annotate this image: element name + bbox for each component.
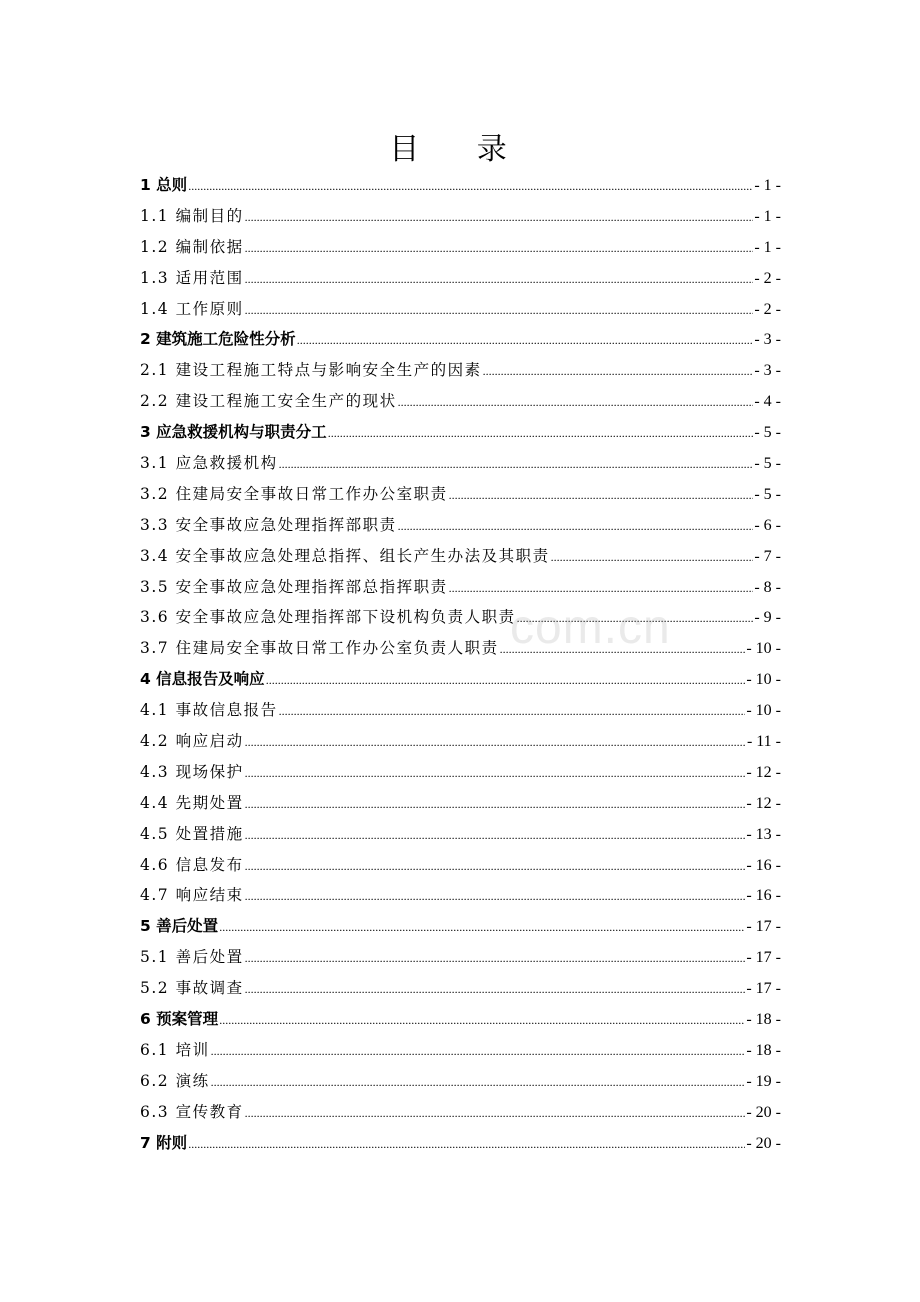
toc-dot-leader [245, 727, 746, 758]
toc-chapter-entry[interactable] [140, 417, 781, 448]
toc-dot-leader [245, 758, 746, 789]
toc-dot-leader [245, 264, 754, 295]
toc-section-entry[interactable] [140, 232, 781, 263]
toc-section-entry[interactable] [140, 942, 781, 973]
toc-dot-leader [398, 387, 754, 418]
toc-entry-title: 6 预案管理 [140, 1010, 219, 1029]
toc-entry-title: 5 善后处置 [140, 917, 219, 936]
toc-page-number: - 4 - [754, 393, 781, 411]
toc-entry-title: 4.1 事故信息报告 [140, 701, 278, 720]
toc-dot-leader [245, 974, 746, 1005]
toc-dot-leader [245, 789, 746, 820]
toc-page-number: - 5 - [754, 455, 781, 473]
toc-chapter-entry[interactable] [140, 1128, 781, 1159]
toc-chapter-entry[interactable] [140, 324, 781, 355]
toc-section-entry[interactable] [140, 201, 781, 232]
toc-section-entry[interactable] [140, 1066, 781, 1097]
toc-dot-leader [219, 912, 745, 943]
toc-section-entry[interactable] [140, 510, 781, 541]
toc-dot-leader [449, 573, 754, 604]
toc-entry-title: 3.3 安全事故应急处理指挥部职责 [140, 515, 397, 534]
toc-title: 目 录 [389, 132, 531, 167]
toc-entry-title: 4.6 信息发布 [140, 855, 244, 874]
toc-page-number: - 20 - [746, 1103, 781, 1121]
toc-page-number: - 3 - [754, 331, 781, 349]
toc-section-entry[interactable] [140, 819, 781, 850]
toc-page-number: - 12 - [746, 794, 781, 812]
toc-entry-title: 7 附则 [140, 1133, 188, 1152]
toc-entry-title: 5.1 善后处置 [140, 948, 244, 967]
toc-entry-title: 2.1 建设工程施工特点与影响安全生产的因素 [140, 361, 482, 380]
table-of-contents [140, 170, 781, 1159]
toc-entry-title: 3.7 住建局安全事故日常工作办公室负责人职责 [140, 639, 499, 658]
toc-dot-leader [500, 634, 746, 665]
toc-dot-leader [328, 418, 754, 449]
toc-entry-title: 3.5 安全事故应急处理指挥部总指挥职责 [140, 577, 448, 596]
toc-entry-title: 1.1 编制目的 [140, 206, 244, 225]
toc-page-number: - 6 - [754, 516, 781, 534]
toc-dot-leader [188, 1129, 745, 1160]
toc-dot-leader [245, 1098, 746, 1129]
toc-entry-title: 3.1 应急救援机构 [140, 454, 278, 473]
toc-section-entry[interactable] [140, 448, 781, 479]
toc-dot-leader [449, 480, 754, 511]
toc-section-entry[interactable] [140, 294, 781, 325]
toc-chapter-entry[interactable] [140, 664, 781, 695]
toc-entry-title: 3.4 安全事故应急处理总指挥、组长产生办法及其职责 [140, 546, 550, 565]
toc-section-entry[interactable] [140, 880, 781, 911]
toc-dot-leader [219, 1005, 745, 1036]
toc-section-entry[interactable] [140, 572, 781, 603]
toc-section-entry[interactable] [140, 973, 781, 1004]
toc-page-number: - 7 - [754, 547, 781, 565]
toc-entry-title: 1.3 适用范围 [140, 268, 244, 287]
toc-dot-leader [551, 542, 754, 573]
toc-section-entry[interactable] [140, 1035, 781, 1066]
toc-dot-leader [398, 511, 754, 542]
toc-dot-leader [245, 851, 746, 882]
toc-entry-title: 1.2 编制依据 [140, 237, 244, 256]
toc-page-number: - 12 - [746, 763, 781, 781]
toc-entry-title: 4.2 响应启动 [140, 732, 244, 751]
toc-page-number: - 2 - [754, 300, 781, 318]
toc-section-entry[interactable] [140, 788, 781, 819]
toc-page-number: - 16 - [746, 887, 781, 905]
toc-page-number: - 1 - [754, 238, 781, 256]
toc-page-number: - 19 - [746, 1072, 781, 1090]
toc-entry-title: 6.3 宣传教育 [140, 1102, 244, 1121]
toc-entry-title: 1 总则 [140, 176, 188, 194]
toc-page-number: - 16 - [746, 856, 781, 874]
toc-dot-leader [245, 881, 746, 912]
toc-entry-title: 4.5 处置措施 [140, 824, 244, 843]
toc-section-entry[interactable] [140, 479, 781, 510]
toc-entry-title: 4.4 先期处置 [140, 793, 244, 812]
toc-dot-leader [297, 325, 754, 356]
toc-page-number: - 13 - [746, 825, 781, 843]
toc-chapter-entry[interactable] [140, 911, 781, 942]
toc-page-number: - 11 - [746, 733, 781, 751]
toc-entry-title: 6.1 培训 [140, 1040, 210, 1059]
toc-page-number: - 10 - [746, 671, 781, 689]
toc-section-entry[interactable] [140, 633, 781, 664]
toc-dot-leader [188, 171, 753, 202]
toc-dot-leader [245, 202, 754, 233]
toc-dot-leader [517, 603, 754, 634]
toc-page-number: - 3 - [754, 362, 781, 380]
toc-page-number: - 17 - [746, 949, 781, 967]
toc-page-number: - 17 - [746, 980, 781, 998]
toc-dot-leader [245, 943, 746, 974]
toc-dot-leader [245, 233, 754, 264]
toc-entry-title: 1.4 工作原则 [140, 299, 244, 318]
toc-entry-title: 4 信息报告及响应 [140, 670, 265, 689]
toc-dot-leader [245, 295, 754, 326]
toc-page-number: - 9 - [754, 609, 781, 627]
toc-page-number: - 18 - [746, 1011, 781, 1029]
toc-entry-title: 3 应急救援机构与职责分工 [140, 423, 327, 442]
toc-chapter-entry[interactable] [140, 1004, 781, 1035]
toc-chapter-entry[interactable] [140, 170, 781, 201]
toc-section-entry[interactable] [140, 850, 781, 881]
toc-dot-leader [211, 1067, 746, 1098]
toc-section-entry[interactable] [140, 263, 781, 294]
toc-section-entry[interactable] [140, 726, 781, 757]
toc-page-number: - 10 - [746, 702, 781, 720]
toc-dot-leader [211, 1036, 746, 1067]
toc-entry-title: 6.2 演练 [140, 1071, 210, 1090]
toc-page-number: - 20 - [746, 1134, 781, 1152]
toc-section-entry[interactable] [140, 695, 781, 726]
toc-page-number: - 17 - [746, 918, 781, 936]
toc-entry-title: 5.2 事故调查 [140, 979, 244, 998]
toc-dot-leader [279, 449, 754, 480]
toc-page-number: - 10 - [746, 640, 781, 658]
toc-entry-title: 3.6 安全事故应急处理指挥部下设机构负责人职责 [140, 608, 516, 627]
toc-section-entry[interactable] [140, 386, 781, 417]
toc-entry-title: 3.2 住建局安全事故日常工作办公室职责 [140, 484, 448, 503]
toc-page-number: - 5 - [754, 485, 781, 503]
watermark: com.cn [510, 601, 671, 654]
toc-section-entry[interactable] [140, 602, 781, 633]
toc-entry-title: 2.2 建设工程施工安全生产的现状 [140, 392, 397, 411]
toc-dot-leader [483, 356, 754, 387]
toc-dot-leader [245, 820, 746, 851]
toc-section-entry[interactable] [140, 1097, 781, 1128]
toc-page-number: - 2 - [754, 269, 781, 287]
toc-page-number: - 1 - [754, 207, 781, 225]
toc-entry-title: 4.7 响应结束 [140, 886, 244, 905]
toc-section-entry[interactable] [140, 757, 781, 788]
toc-dot-leader [279, 696, 746, 727]
toc-page-number: - 5 - [754, 424, 781, 442]
toc-section-entry[interactable] [140, 541, 781, 572]
toc-entry-title: 2 建筑施工危险性分析 [140, 330, 296, 349]
toc-dot-leader [266, 665, 746, 696]
toc-section-entry[interactable] [140, 355, 781, 386]
toc-page-number: - 8 - [754, 578, 781, 596]
toc-page-number: - 1 - [754, 177, 781, 194]
toc-page-number: - 18 - [746, 1041, 781, 1059]
toc-entry-title: 4.3 现场保护 [140, 762, 244, 781]
